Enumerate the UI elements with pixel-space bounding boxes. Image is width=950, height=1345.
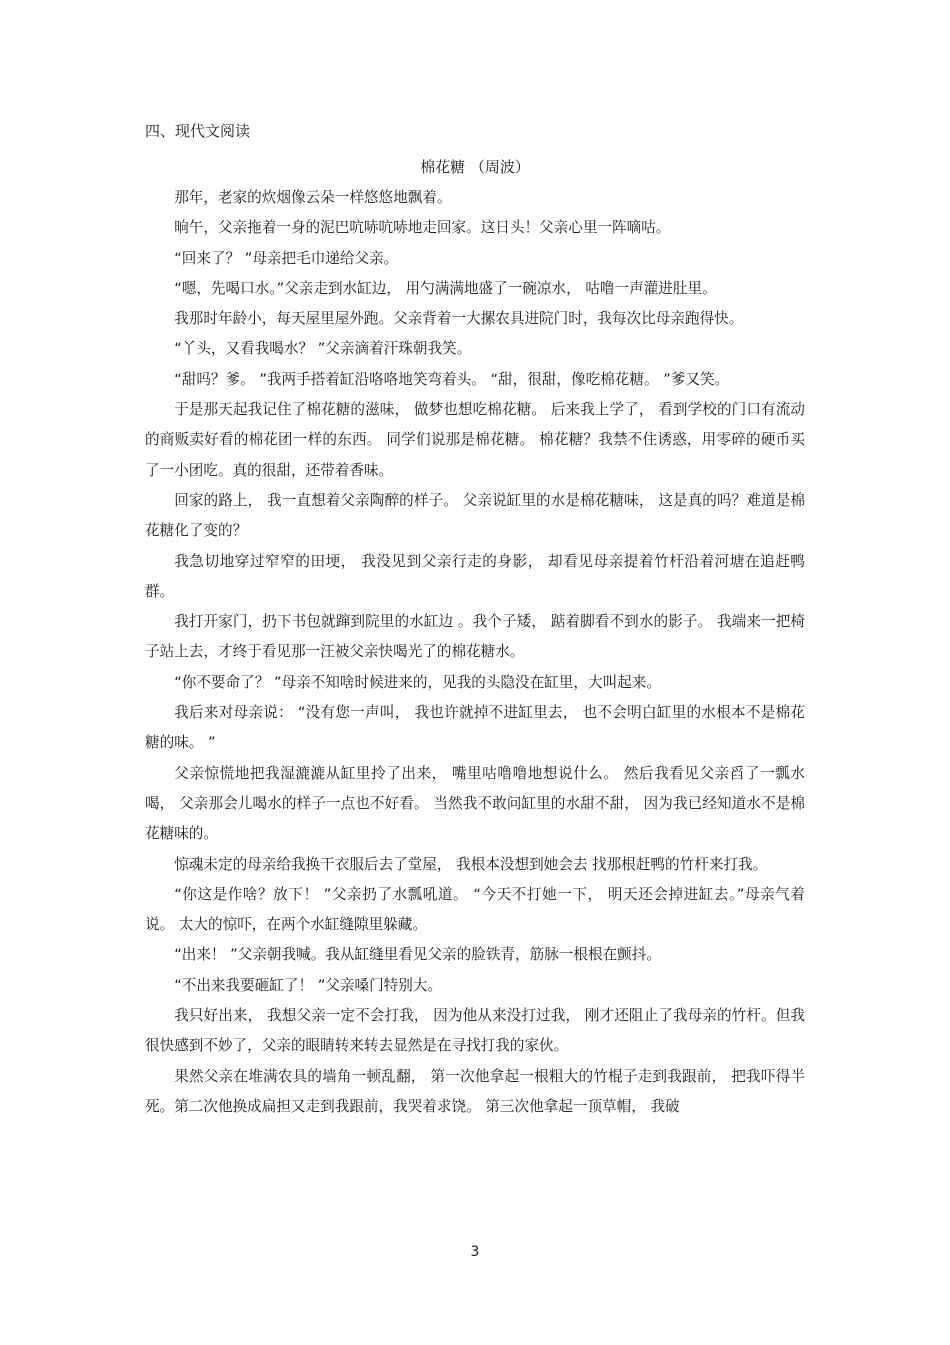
paragraph: “嗯，先喝口水。”父亲走到水缸边， 用勺满满地盛了一碗凉水， 咕噜一声灌进肚里。: [174, 279, 717, 297]
paragraph: 回家的路上， 我一直想着父亲陶醉的样子。 父亲说缸里的水是棉花糖味， 这是真的吗？难道是棉花糖化了变的？: [145, 491, 805, 540]
paragraph: “甜吗？爹。 ”我两手搭着缸沿咯咯地笑弯着头。 “甜，很甜，像吃棉花糖。 ”爹又笑。: [174, 370, 730, 388]
section-heading: 四、现代文阅读: [145, 122, 251, 140]
page-number: 3: [470, 1244, 480, 1260]
paragraph: 那年，老家的炊烟像云朵一样悠悠地飘着。: [174, 189, 452, 206]
paragraph: 我急切地穿过窄窄的田埂， 我没见到父亲行走的身影， 却看见母亲提着竹杆沿着河塘在追赶鸭群。: [145, 552, 805, 600]
paragraph: “回来了？ ”母亲把毛巾递给父亲。: [174, 249, 399, 267]
paragraph: “你这是作啥？放下！ ”父亲扔了水瓢吼道。 “今天不打她一下， 明天还会掉进缸去。”母亲气着说。 太大的惊吓，在两个水缸缝隙里躲藏。: [145, 885, 805, 934]
paragraph: “你不要命了？ ”母亲不知啥时候进来的，见我的头隐没在缸里，大叫起来。: [174, 673, 661, 691]
article-body: [145, 183, 805, 1122]
paragraph: 果然父亲在堆满农具的墙角一顿乱翻， 第一次他拿起一根粗大的竹棍子走到我跟前， 把我吓得半 死。第二次他换成扁担又走到我跟前，我哭着求饶。 第三次他拿起一顶草帽， 我破: [145, 1067, 805, 1115]
paragraph: “丫头，又看我喝水？ ”父亲滴着汗珠朝我笑。: [174, 340, 472, 358]
paragraph: 于是那天起我记住了棉花糖的滋味， 做梦也想吃棉花糖。 后来我上学了， 看到学校的门口有流动的商贩卖好看的棉花团一样的东西。 同学们说那是棉花糖。 棉花糖？我禁不住诱惑，用零碎的硬币买了一小团吃。真的很甜，还带着香味。: [145, 401, 805, 479]
paragraph: 晌午，父亲拖着一身的泥巴吭哧吭哧地走回家。这日头！父亲心里一阵嘀咕。: [174, 219, 671, 237]
paragraph: 我打开家门，扔下书包就蹿到院里的水缸边 。我个子矮， 踮着脚看不到水的影子。 我端来一把椅子站上去，才终于看见那一汪被父亲快喝光了的棉花糖水。: [145, 613, 805, 661]
paragraph: “不出来我要砸缸了！ ”父亲嗓门特别大。: [174, 976, 443, 994]
paragraph: 惊魂未定的母亲给我换干衣服后去了堂屋， 我根本没想到她会去 找那根赶鸭的竹杆来打我。: [174, 855, 768, 873]
paragraph: 我后来对母亲说： “没有您一声叫， 我也许就掉不进缸里去， 也不会明白缸里的水根本不是棉花糖的味。 ”: [145, 704, 805, 752]
paragraph: 父亲惊慌地把我湿漉漉从缸里拎了出来， 嘴里咕噜噜地想说什么。 然后我看见父亲舀了一瓢水喝， 父亲那会儿喝水的样子一点也不好看。 当然我不敢问缸里的水甜不甜， 因为我已经知道水不是棉花糖味的。: [145, 764, 805, 843]
paragraph: 我只好出来， 我想父亲一定不会打我， 因为他从来没打过我， 刚才还阻止了我母亲的竹杆。但我很快感到不妙了，父亲的眼睛转来转去显然是在寻找打我的家伙。: [145, 1007, 805, 1055]
paragraph: “出来！ ”父亲朝我喊。我从缸缝里看见父亲的脸铁青，筋脉一根根在颤抖。: [174, 946, 661, 964]
article-title: 棉花糖 （周波）: [420, 158, 530, 176]
paragraph: 我那时年龄小，每天屋里屋外跑。父亲背着一大摞农具进院门时，我每次比母亲跑得快。: [174, 310, 744, 328]
